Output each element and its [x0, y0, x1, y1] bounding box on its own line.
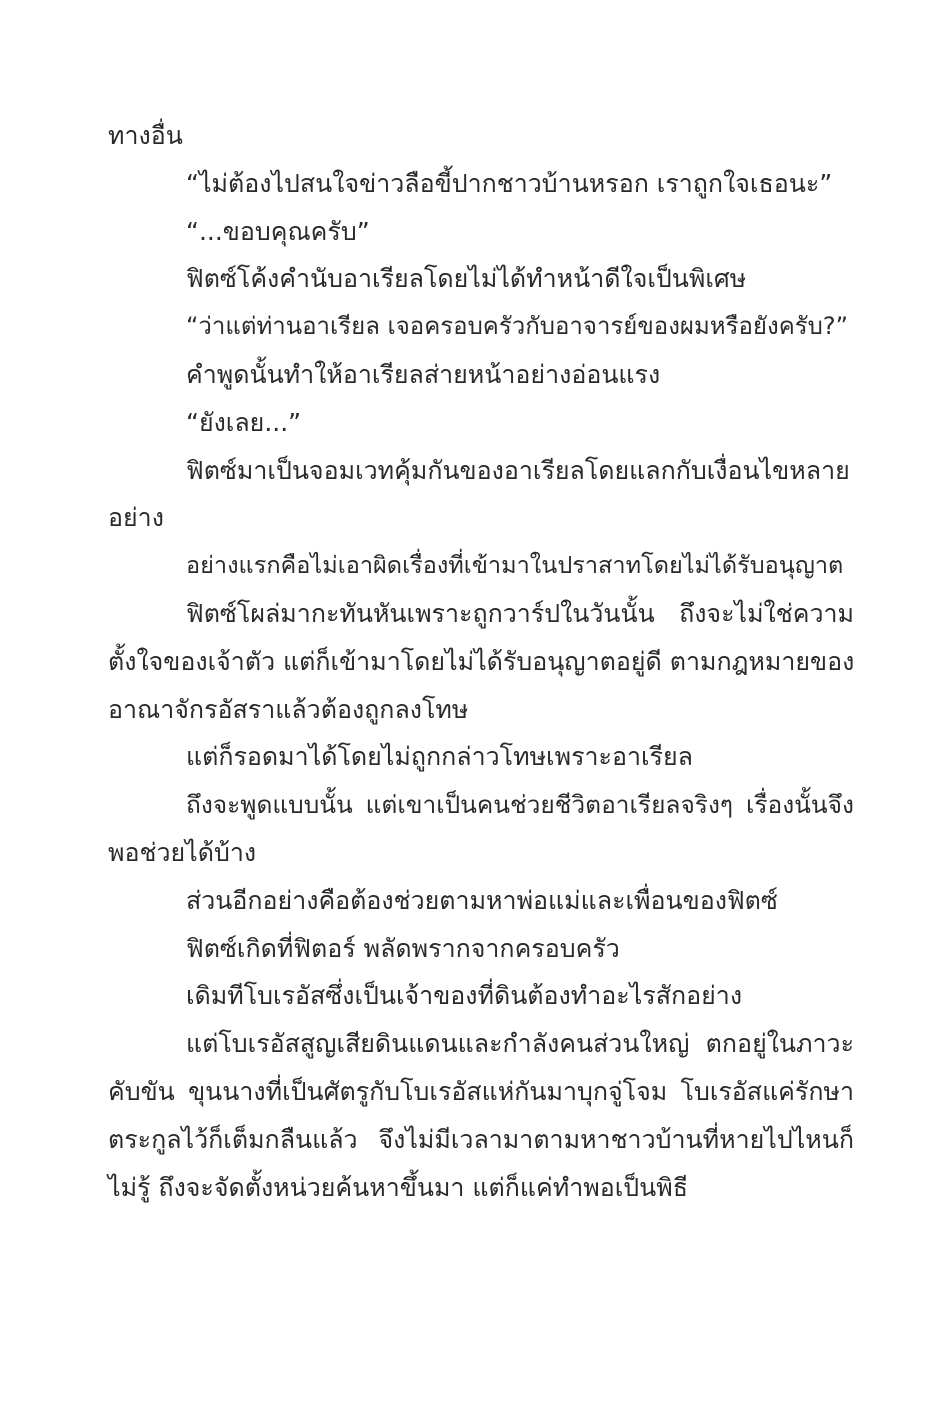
- text-line: อย่างแรกคือไม่เอาผิดเรื่องที่เข้ามาในปราสาทโดยไม่ได้รับอนุญาต: [186, 551, 844, 580]
- text-line: ฟิตซ์โผล่มากะทันหันเพราะถูกวาร์ปในวันนั้น ถึงจะไม่ใช่ความ: [186, 598, 854, 628]
- text-line: เดิมทีโบเรอัสซึ่งเป็นเจ้าของที่ดินต้องทำอะไรสักอย่าง: [186, 981, 743, 1011]
- text-line: ถึงจะพูดแบบนั้น แต่เขาเป็นคนช่วยชีวิตอาเรียลจริงๆ เรื่องนั้นจึง: [186, 790, 854, 820]
- text-line: ฟิตซ์เกิดที่ฟิตอร์ พลัดพรากจากครอบครัว: [186, 933, 620, 963]
- text-line: ส่วนอีกอย่างคือต้องช่วยตามหาพ่อแม่และเพื่อนของฟิตซ์: [186, 885, 778, 915]
- text-line: แต่ก็รอดมาได้โดยไม่ถูกกล่าวโทษเพราะอาเรียล: [186, 742, 693, 772]
- text-line: ฟิตซ์โค้งคำนับอาเรียลโดยไม่ได้ทำหน้าดีใจเป็นพิเศษ: [186, 264, 747, 294]
- text-line: แต่โบเรอัสสูญเสียดินแดนและกำลังคนส่วนใหญ่ ตกอยู่ในภาวะ: [186, 1029, 854, 1059]
- text-line: ไม่รู้ ถึงจะจัดตั้งหน่วยค้นหาขึ้นมา แต่ก็แค่ทำพอเป็นพิธี: [108, 1172, 688, 1202]
- text-line: คำพูดนั้นทำให้อาเรียลส่ายหน้าอย่างอ่อนแรง: [186, 359, 661, 389]
- text-line: “ว่าแต่ท่านอาเรียล เจอครอบครัวกับอาจารย์ของผมหรือยังครับ?”: [186, 312, 849, 341]
- text-line: อย่าง: [108, 503, 164, 533]
- text-line: คับขัน ขุนนางที่เป็นศัตรูกับโบเรอัสแห่กันมาบุกจู่โจม โบเรอัสแค่รักษา: [108, 1076, 854, 1106]
- text-line: พอช่วยได้บ้าง: [108, 837, 257, 867]
- text-line: ตระกูลไว้ก็เต็มกลืนแล้ว จึงไม่มีเวลามาตามหาชาวบ้านที่หายไปไหนก็: [108, 1124, 854, 1154]
- text-line: ตั้งใจของเจ้าตัว แต่ก็เข้ามาโดยไม่ได้รับอนุญาตอยู่ดี ตามกฎหมายของ: [108, 646, 855, 676]
- text-line: “ยังเลย...”: [186, 407, 302, 437]
- text-line: “ไม่ต้องไปสนใจข่าวลือขี้ปากชาวบ้านหรอก เราถูกใจเธอนะ”: [186, 168, 833, 198]
- text-line: ทางอื่น: [108, 121, 183, 150]
- page-text-body: [108, 112, 854, 1211]
- text-line: ฟิตซ์มาเป็นจอมเวทคุ้มกันของอาเรียลโดยแลกกับเงื่อนไขหลาย: [186, 455, 850, 485]
- text-line: อาณาจักรอัสราแล้วต้องถูกลงโทษ: [108, 694, 469, 724]
- text-line: “...ขอบคุณครับ”: [186, 216, 370, 246]
